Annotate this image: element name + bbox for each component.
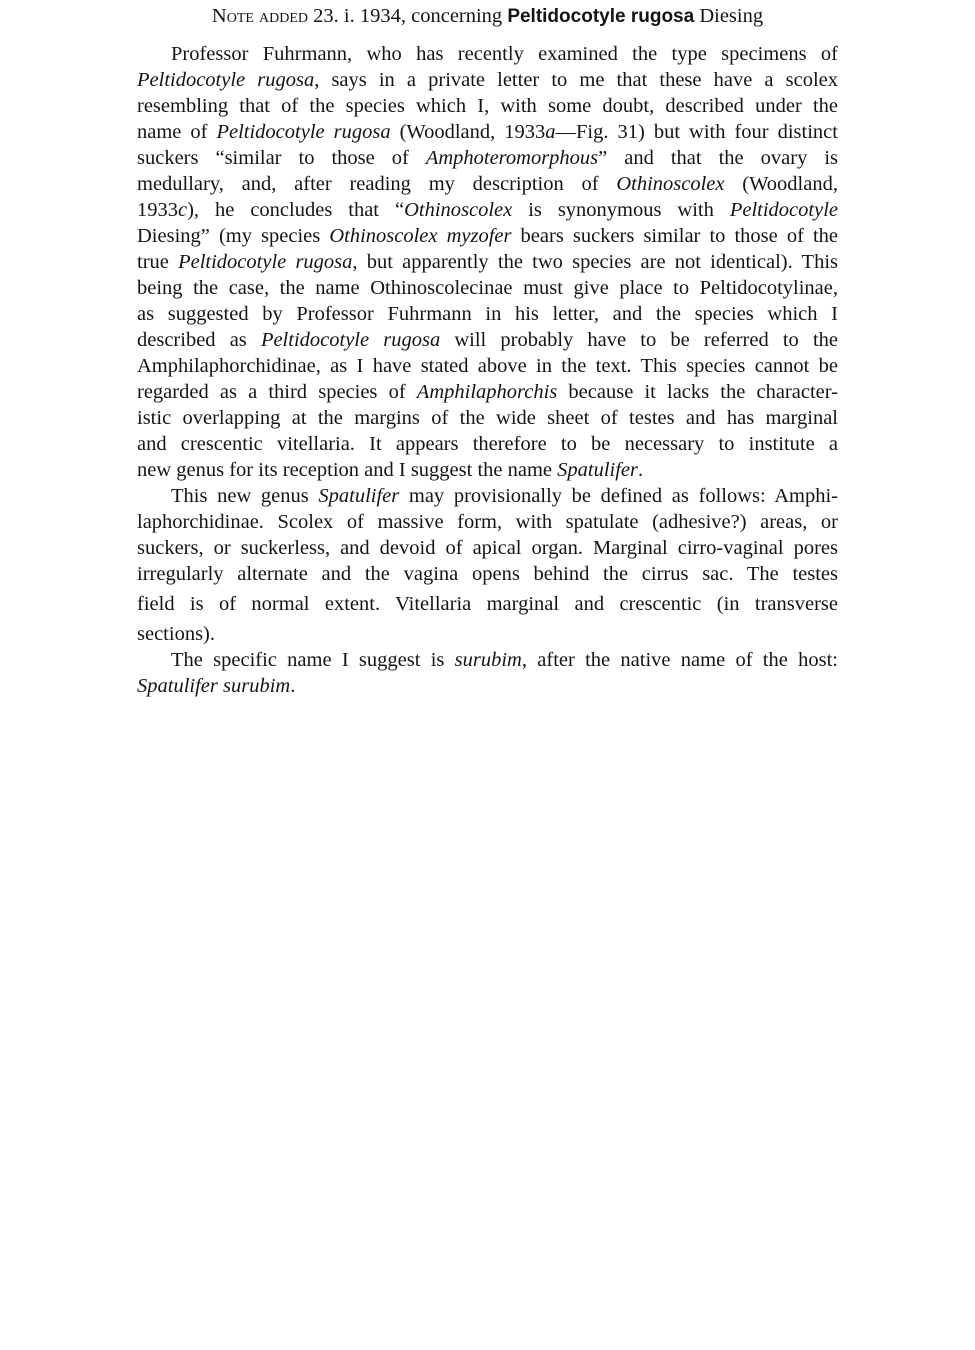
paragraph: [137, 647, 838, 699]
text-run: medullary, and, after reading my description of: [137, 173, 617, 195]
text-run: .: [290, 675, 296, 697]
text-line: [137, 327, 838, 353]
text-run: and crescentic vitellaria. It appears therefore to be necessary to institute a: [137, 433, 838, 455]
text-run: as suggested by Professor Fuhrmann in his letter, and the species which I: [137, 303, 838, 325]
text-line: [137, 353, 838, 379]
text-run: —Fig. 31) but with four distinct: [555, 121, 838, 143]
italic-term: Othinoscolex: [616, 173, 725, 195]
italic-term: Peltidocotyle: [729, 199, 838, 221]
text-run: The specific name I suggest is: [171, 649, 455, 671]
text-line: [137, 275, 838, 301]
note-label: Note added: [211, 5, 309, 27]
text-line: [137, 67, 838, 93]
text-run: regarded as a third species of: [137, 381, 417, 403]
text-run: being the case, the name Othinoscolecinae must give place to Peltidocotylinae,: [137, 277, 838, 299]
text-line: [137, 457, 838, 483]
note-heading: [0, 4, 975, 29]
text-run: resembling that of the species which I, with some doubt, described under the: [137, 95, 838, 117]
text-line: [137, 483, 838, 509]
text-run: , after the native name of the host:: [521, 649, 838, 671]
text-run: suckers “similar to those of: [137, 147, 426, 169]
italic-term: Peltidocotyle rugosa: [216, 121, 391, 143]
text-run: will probably have to be referred to the: [440, 329, 839, 351]
text-line: [137, 119, 838, 145]
italic-term: Peltidocotyle rugosa: [137, 69, 315, 91]
text-run: suckers, or suckerless, and devoid of apical organ. Marginal cirro-vaginal pores: [137, 537, 838, 559]
italic-term: Spatulifer: [557, 459, 638, 481]
note-date: 23. i. 1934, concerning: [308, 5, 508, 27]
text-line: [137, 535, 838, 561]
text-run: irregularly alternate and the vagina opens behind the cirrus sac. The testes: [137, 563, 838, 585]
text-run: described as: [137, 329, 261, 351]
text-run: , but apparently the two species are not identical). This: [352, 251, 839, 273]
text-line: [137, 647, 838, 673]
text-line: [137, 561, 838, 587]
text-run: laphorchidinae. Scolex of massive form, with spatulate (adhesive?) areas, or: [137, 511, 838, 533]
text-run: name of: [137, 121, 217, 143]
text-run: 1933: [137, 199, 178, 221]
text-run: (Woodland,: [724, 173, 838, 195]
note-body: [137, 41, 838, 699]
italic-term: Peltidocotyle rugosa: [178, 251, 353, 273]
note-authority: Diesing: [694, 5, 764, 27]
paragraph: [137, 41, 838, 483]
italic-term: Othinoscolex: [404, 199, 513, 221]
text-line: [137, 431, 838, 457]
text-run: new genus for its reception and I suggest the name: [137, 459, 558, 481]
italic-term: c: [178, 199, 188, 221]
text-run: (Woodland, 1933: [390, 121, 546, 143]
text-run: ” and that the ovary is: [598, 147, 838, 169]
italic-term: Amphilaphorchis: [416, 381, 558, 403]
italic-term: surubim: [454, 649, 522, 671]
text-line: [137, 41, 838, 67]
text-line: [137, 405, 838, 431]
text-line: [137, 673, 838, 699]
text-run: Professor Fuhrmann, who has recently examined the type specimens of: [171, 43, 838, 65]
text-run: istic overlapping at the margins of the wide sheet of testes and has marginal: [137, 407, 838, 429]
italic-term: Amphoteromorphous: [425, 147, 599, 169]
paragraph: [137, 483, 838, 647]
text-run: is synonymous with: [512, 199, 730, 221]
text-run: , says in a private letter to me that these have a scolex: [314, 69, 838, 91]
text-run: Amphilaphorchidinae, as I have stated above in the text. This species cannot be: [137, 355, 838, 377]
text-line: [137, 171, 838, 197]
italic-term: Spatulifer: [318, 485, 400, 507]
text-line: [137, 249, 838, 275]
text-line: [137, 93, 838, 119]
text-line: [137, 621, 838, 647]
text-run: .: [638, 459, 644, 481]
italic-term: Spatulifer surubim: [137, 675, 291, 697]
text-run: sections).: [137, 623, 215, 645]
italic-term: a: [545, 121, 556, 143]
text-run: because it lacks the character-: [557, 381, 838, 403]
text-line: [137, 301, 838, 327]
italic-term: Othinoscolex myzofer: [329, 225, 512, 247]
text-run: may provisionally be defined as follows: Amphi-: [399, 485, 838, 507]
text-line: [137, 197, 838, 223]
text-run: true: [137, 251, 179, 273]
text-line: [137, 379, 838, 405]
text-line: [137, 587, 838, 621]
text-line: [137, 509, 838, 535]
note-species: Peltidocotyle rugosa: [507, 6, 695, 27]
italic-term: Peltidocotyle rugosa: [260, 329, 441, 351]
text-run: ), he concludes that “: [187, 199, 405, 221]
text-run: This new genus: [171, 485, 319, 507]
text-run: bears suckers similar to those of the: [511, 225, 839, 247]
text-run: field is of normal extent. Vitellaria marginal and crescentic (in transverse: [137, 593, 838, 615]
text-line: [137, 223, 838, 249]
text-line: [137, 145, 838, 171]
text-run: Diesing” (my species: [137, 225, 330, 247]
